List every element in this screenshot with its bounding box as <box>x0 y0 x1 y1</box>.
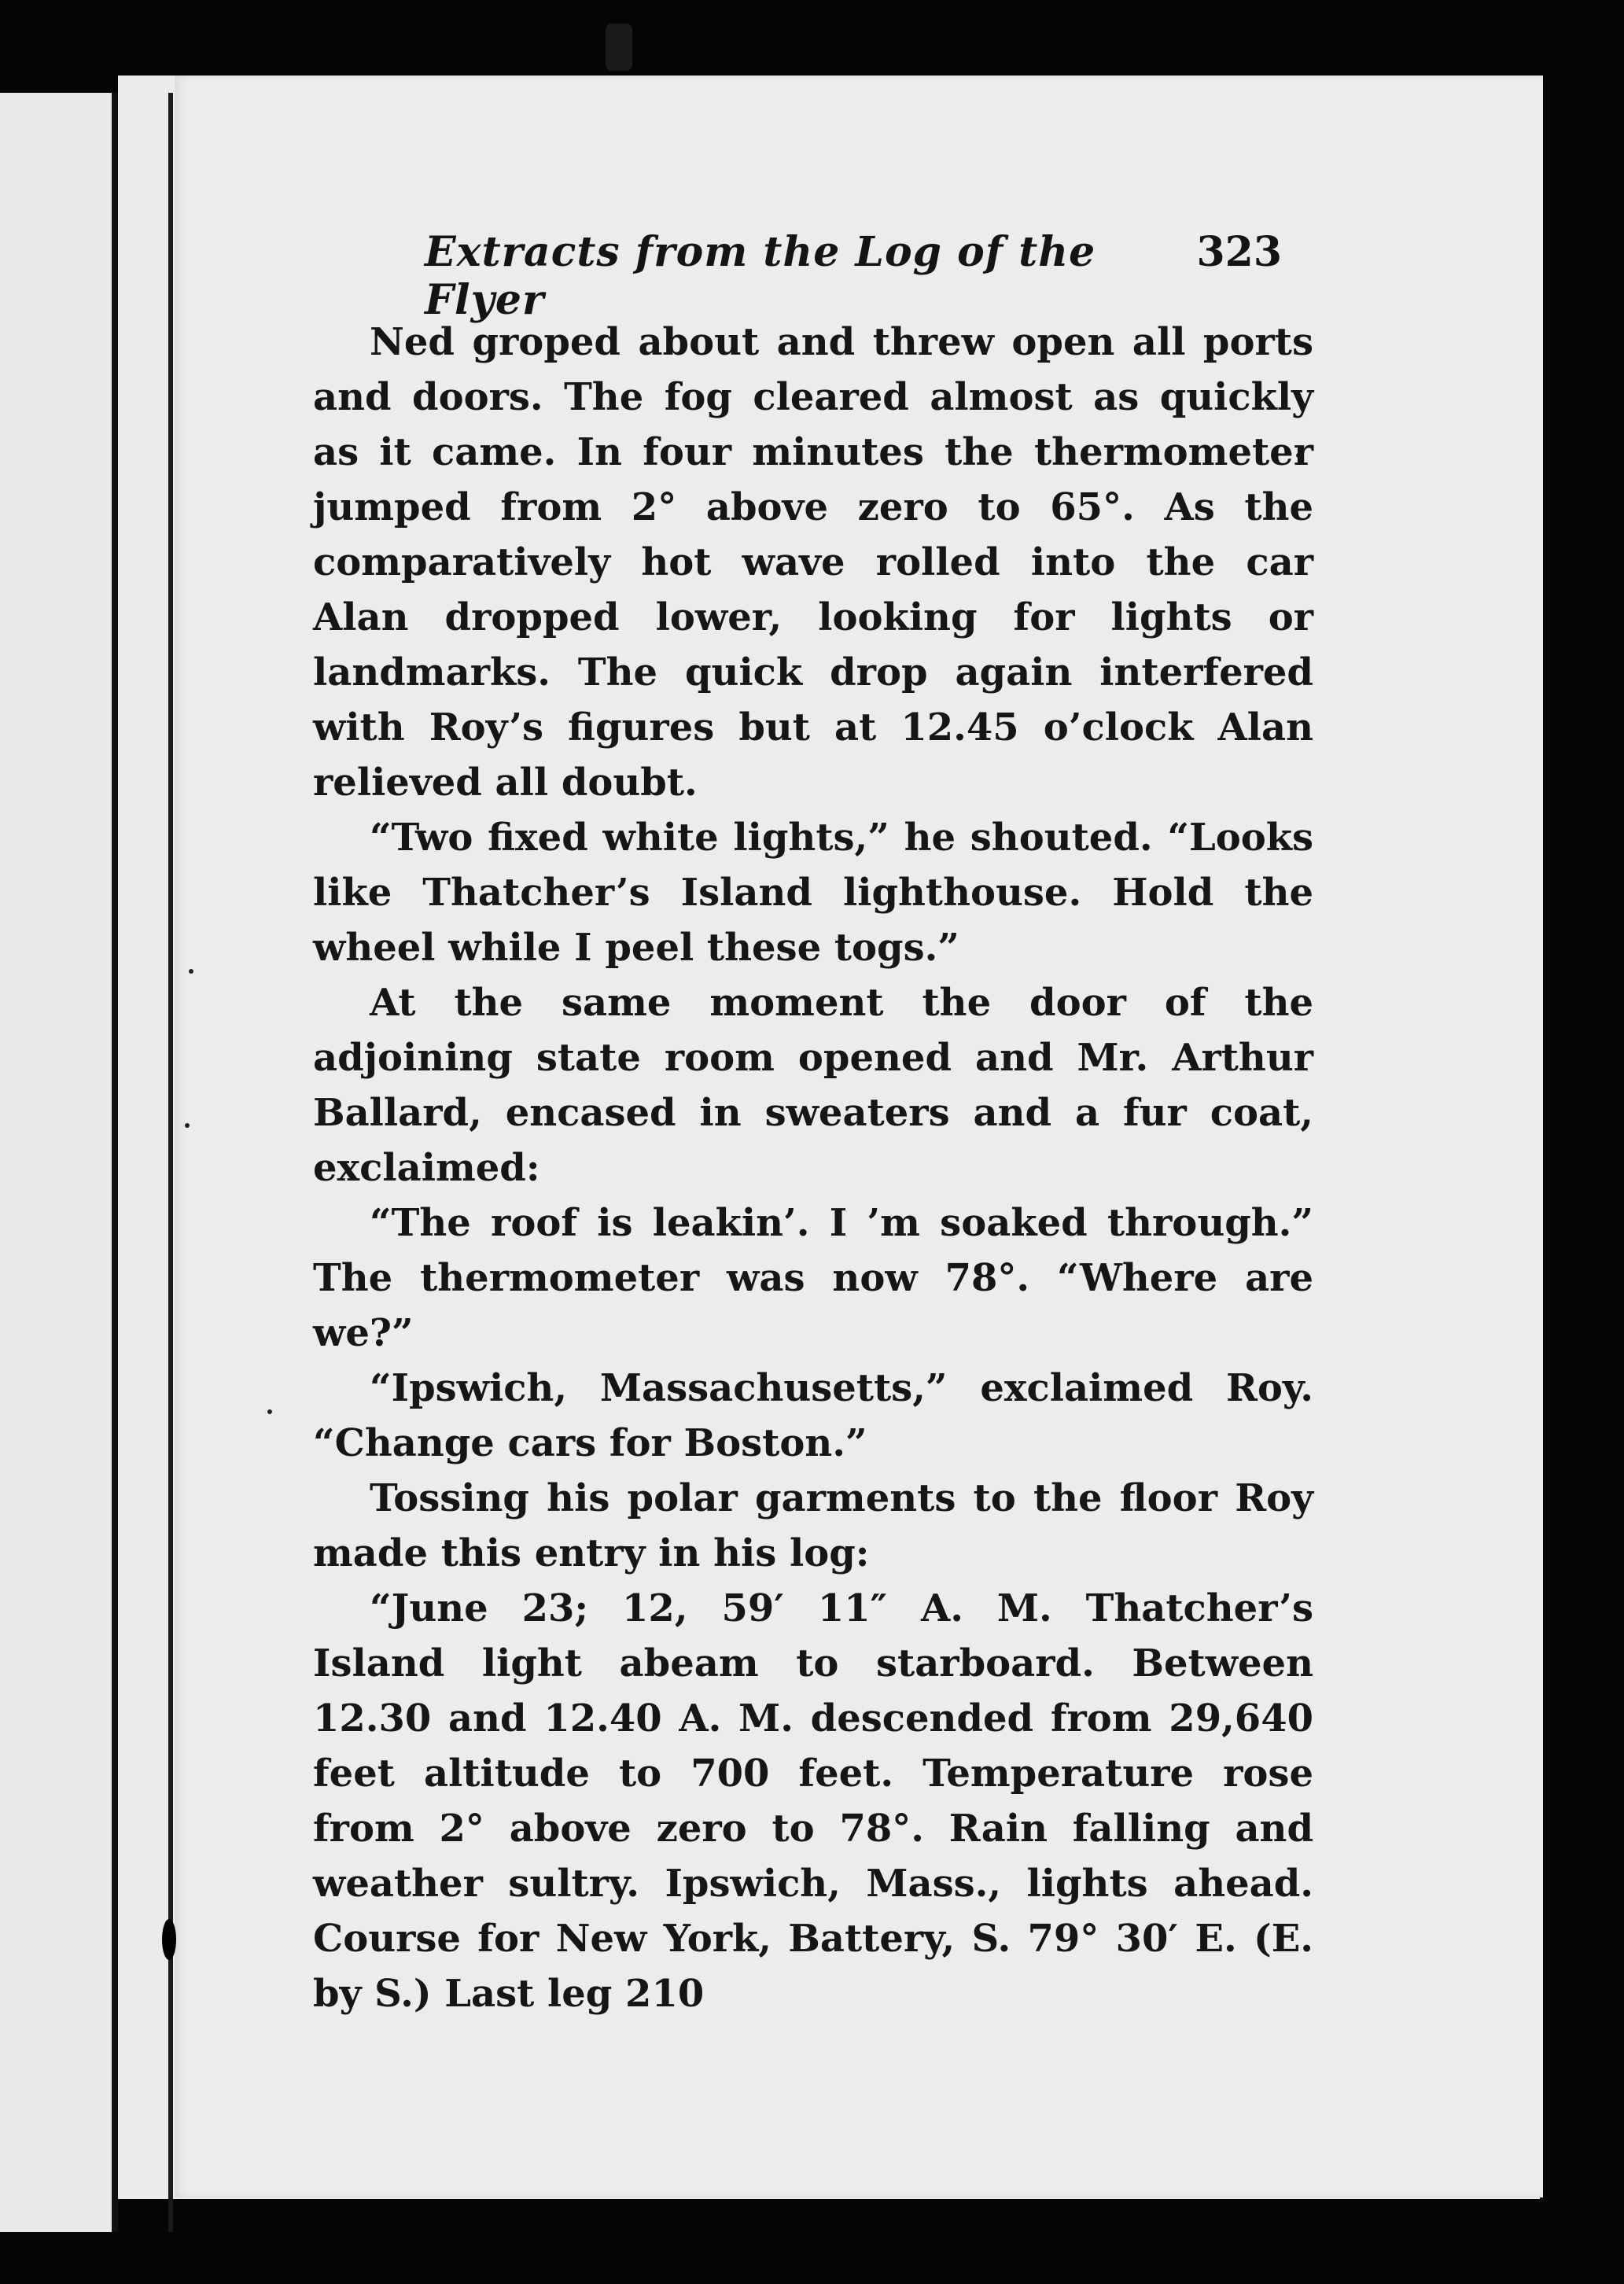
scan-artifact <box>606 24 632 71</box>
speck <box>185 1123 190 1128</box>
binding-mark <box>162 1919 176 1960</box>
paragraph: “June 23; 12, 59′ 11″ A. M. Thatcher’s Island light abeam to starboard. Between 12.30 and 12.40 A. M. descended from 29,640 feet altitude to 700 feet. Temperature rose from 2° above zero to 78°. Rain falling and weather sultry. Ipswich, Mass., lights ahead. Course for New York, Battery, S. 79° 30′ E. (E. by S.) Last leg 210 <box>313 1586 1313 2016</box>
paragraph: “Two fixed white lights,” he shouted. “Looks like Thatcher’s Island lighthouse. Hold the wheel while I peel these togs.” <box>313 816 1313 970</box>
paragraph: At the same moment the door of the adjoining state room opened and Mr. Arthur Ballard, encased in sweaters and a fur coat, exclaimed: <box>313 981 1313 1190</box>
speck <box>267 1409 272 1414</box>
facing-page-edge <box>0 93 116 2232</box>
binding-edge <box>112 93 118 2232</box>
running-head <box>425 228 1282 324</box>
running-title: Extracts from the Log of the Flyer <box>425 228 1096 324</box>
paragraph: “The roof is leakin’. I ’m soaked through.” The thermometer was now 78°. “Where are we?” <box>313 1201 1313 1355</box>
paragraph: Ned groped about and threw open all ports and doors. The fog cleared almost as quickly as it came. In four minutes the thermometer jumped from 2° above zero to 65°. As the comparatively hot wave rolled into the car Alan dropped lower, looking for lights or landmarks. The quick drop again interfered with Roy’s figures but at 12.45 o’clock Alan relieved all doubt. <box>313 320 1313 805</box>
paragraph: Tossing his polar garments to the floor Roy made this entry in his log: <box>313 1476 1313 1575</box>
page-number: 323 <box>1196 228 1282 276</box>
speck <box>189 969 193 974</box>
body-text <box>313 315 1313 2021</box>
page-gutter-line <box>168 93 173 2232</box>
paragraph: “Ipswich, Massachusetts,” exclaimed Roy. “Change cars for Boston.” <box>313 1366 1313 1465</box>
